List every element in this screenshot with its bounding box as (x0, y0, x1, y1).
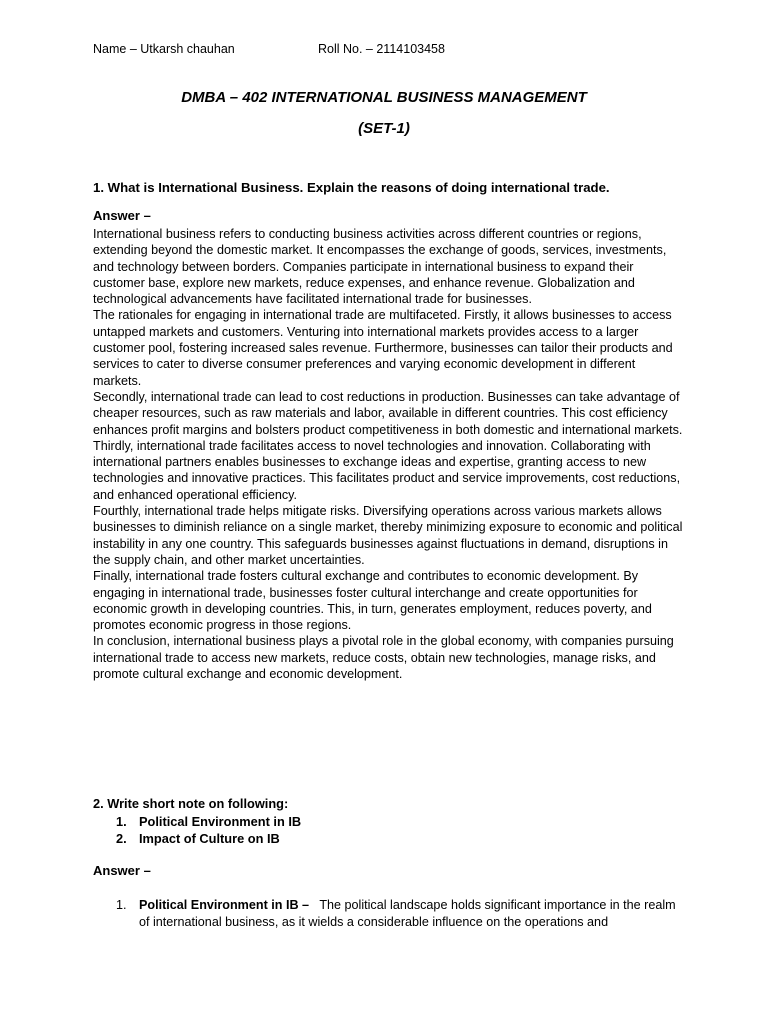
answer-paragraph: Fourthly, international trade helps mitigate risks. Diversifying operations across various markets allows businesses to diminish reliance on a single market, thereby minimizing exposure to economic and political instability in any one country. This safeguards businesses against fluctuations in demand, disruptions in the supply chain, and other market uncertainties. (93, 504, 683, 567)
list-item (116, 813, 301, 830)
answer-1-label: Answer – (93, 208, 151, 223)
answer-paragraph: Secondly, international trade can lead to cost reductions in production. Businesses can take advantage of cheaper resources, such as raw materials and labor, available in different countries. This cost efficiency enhances profit margins and bolsters product competitiveness in both domestic and international markets. (93, 389, 683, 437)
student-name: Name – Utkarsh chauhan (93, 42, 235, 56)
list-number: 1. (116, 814, 127, 829)
list-item (116, 830, 301, 847)
list-item-label: Political Environment in IB (139, 814, 302, 829)
answer-paragraph: Thirdly, international trade facilitates access to novel technologies and innovation. Collaborating with international partners enables businesses to exchange ideas and expertise, granting access to new technologies and innovative practices. This facilitates product and service improvements, cost reductions, and enhanced operational efficiency. (93, 438, 681, 502)
question-1: 1. What is International Business. Explain the reasons of doing international trade. (93, 180, 610, 195)
answer-2-label: Answer – (93, 863, 151, 878)
answer-2-heading: Political Environment in IB – (139, 898, 310, 912)
list-number: 2. (116, 831, 127, 846)
answer-2-text (139, 897, 686, 931)
answer-2-body: The political landscape holds significant importance in the realm of international business, as it wields a considerable influence on the operations and (139, 898, 676, 929)
list-number: 1. (116, 898, 127, 912)
answer-paragraph: International business refers to conducting business activities across different countries or regions, extending beyond the domestic market. It encompasses the exchange of goods, services, investments, and technology between borders. Companies participate in international business to expand their customer base, explore new markets, reduce expenses, and enhance revenue. Globalization and technological advancements have facilitated international trade for businesses. (93, 227, 667, 307)
roll-number: Roll No. – 2114103458 (318, 42, 445, 56)
answer-1-body (93, 226, 683, 682)
set-label: (SET-1) (358, 120, 410, 137)
answer-paragraph: Finally, international trade fosters cultural exchange and contributes to economic development. By engaging in international trade, businesses foster cultural interchange and create opportunities for economic growth in developing countries. This, in turn, generates employment, reduces poverty, and promotes economic progress in those regions. (93, 569, 652, 633)
answer-paragraph: The rationales for engaging in international trade are multifaceted. Firstly, it allows businesses to access untapped markets and customers. Venturing into international markets provides access to a larger customer pool, fostering increased sales revenue. Furthermore, businesses can tailor their products and services to cater to diverse consumer preferences and varying economic development in different markets. (93, 308, 673, 388)
question-2: 2. Write short note on following: (93, 796, 289, 811)
answer-2-item (116, 897, 686, 931)
question-2-list (116, 813, 301, 847)
document-title: DMBA – 402 INTERNATIONAL BUSINESS MANAGEMENT (181, 89, 587, 106)
list-item-label: Impact of Culture on IB (139, 831, 280, 846)
answer-paragraph: In conclusion, international business plays a pivotal role in the global economy, with companies pursuing international trade to access new markets, reduce costs, obtain new technologies, manage risks, and promote cultural exchange and economic development. (93, 634, 674, 682)
header (93, 42, 445, 56)
